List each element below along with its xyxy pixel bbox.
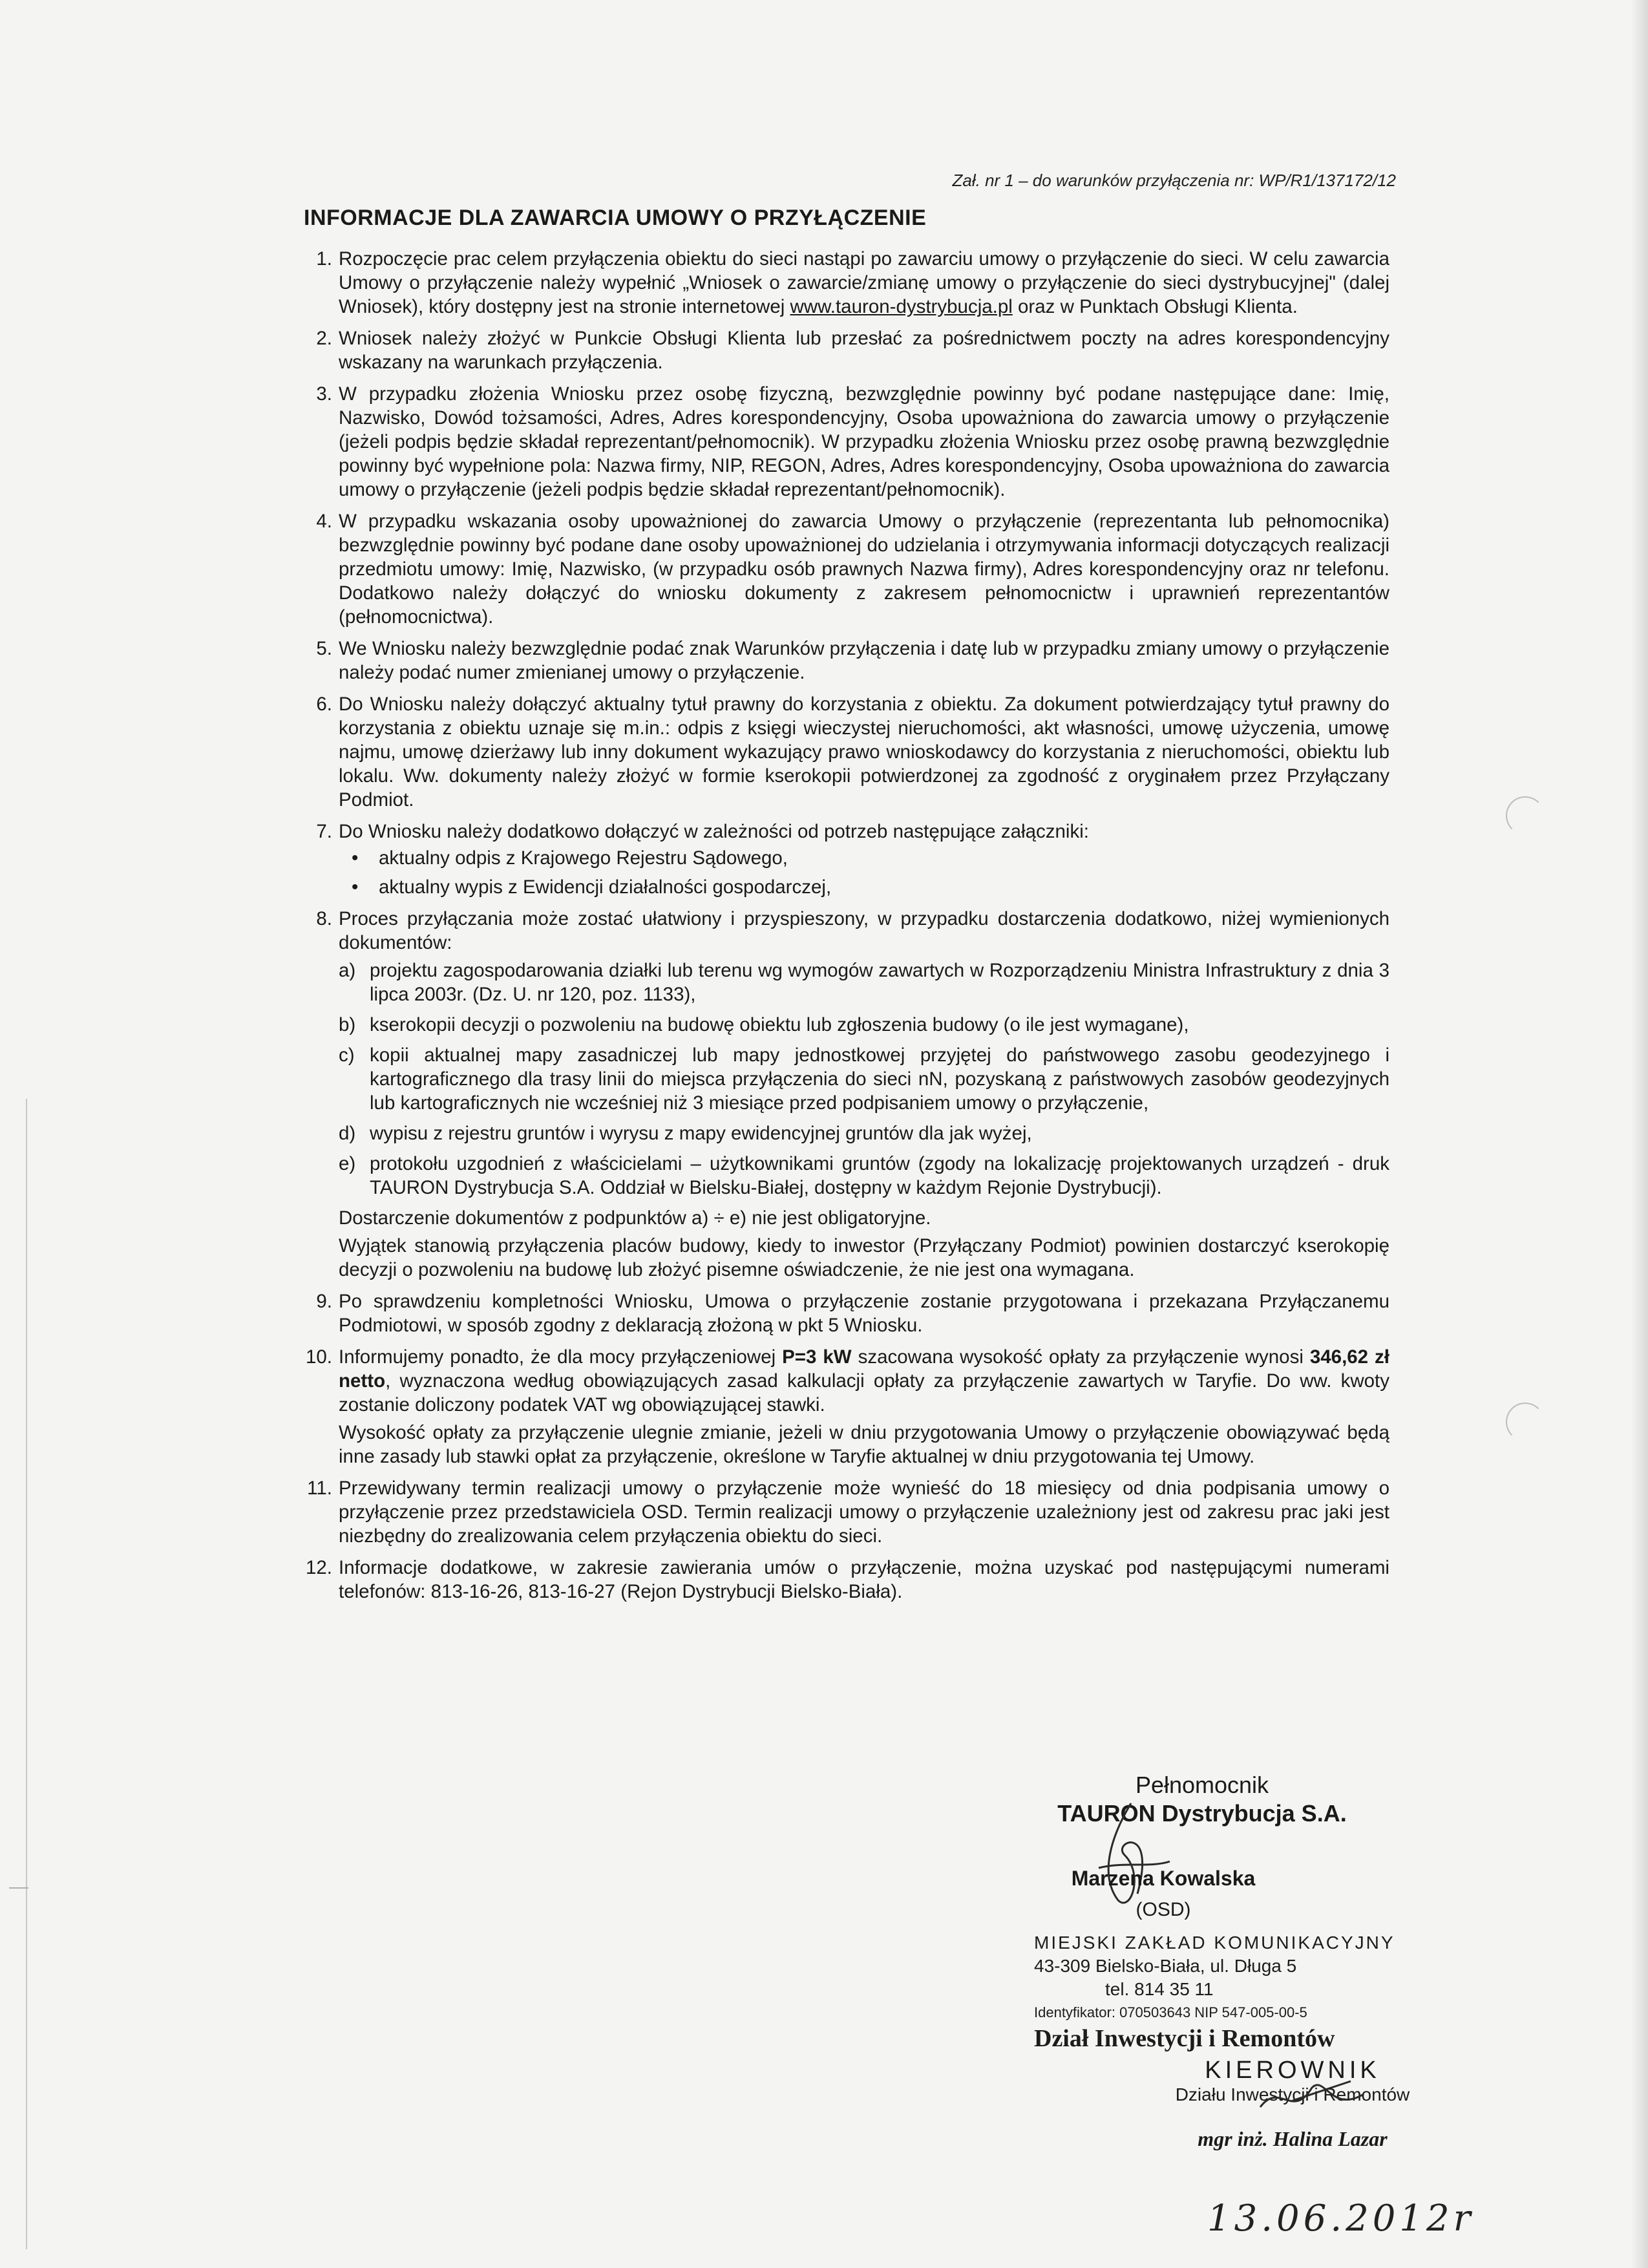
item-number: 10.	[305, 1346, 332, 1368]
item-text: Po sprawdzeniu kompletności Wniosku, Umowa o przyłączenie zostanie przygotowana i przekazana Przyłączanemu Podmiotowi, w sposób zgodny z deklaracją złożoną w pkt 5 Wniosku.	[339, 1291, 1389, 1336]
list-item	[304, 1289, 1389, 1337]
item-note: Wyjątek stanowią przyłączenia placów budowy, kiedy to inwestor (Przyłączany Podmiot) powinien dostarczyć kserokopię decyzji o pozwoleniu na budowę lub złożyć pisemne oświadczenie, że nie jest ona wymagana.	[339, 1235, 1389, 1280]
list-item	[304, 509, 1389, 629]
item-text: Rozpoczęcie prac celem przyłączenia obiektu do sieci nastąpi po zawarciu umowy o przyłączenie do sieci. W celu zawarcia Umowy o przyłączenie należy wypełnić „Wniosek o zawarcie/zmianę umowy o przyłączenie do sieci dystrybucyjnej" (dalej Wniosek), który dostępny jest na stronie internetowej	[339, 248, 1389, 317]
item-text: Informacje dodatkowe, w zakresie zawierania umów o przyłączenie, można uzyskać pod następującymi numerami telefonów: 813-16-26, 813-16-27 (Rejon Dystrybucji Bielsko-Biała).	[339, 1557, 1389, 1602]
sublist-letter: b)	[339, 1014, 356, 1035]
item-text: Informujemy ponadto, że dla mocy przyłączeniowej	[339, 1346, 783, 1368]
punch-hole-icon	[1506, 796, 1545, 835]
fee-amount: 346,62 zł netto	[339, 1346, 1389, 1392]
signatory-role: Pełnomocnik	[1135, 1772, 1269, 1798]
signature-block	[995, 1771, 1409, 1828]
attachment-reference: Zał. nr 1 – do warunków przyłączenia nr: WP/R1/137172/12	[952, 171, 1396, 190]
sublist-item	[339, 959, 1389, 1006]
list-item	[304, 907, 1389, 1282]
sublist-item	[339, 1013, 1389, 1037]
item-text: Proces przyłączania może zostać ułatwiony i przyspieszony, w przypadku dostarczenia dodatkowo, niżej wymienionych dokumentów:	[339, 908, 1389, 953]
document-sublist	[339, 959, 1389, 1200]
sublist-text: wypisu z rejestru gruntów i wyrysu z mapy ewidencyjnej gruntów dla jak wyżej,	[370, 1123, 1032, 1144]
item-number: 1.	[316, 248, 332, 270]
item-text: Przewidywany termin realizacji umowy o przyłączenie może wynieść do 18 miesięcy od dnia podpisania umowy o przyłączenie przez przedstawiciela OSD. Termin realizacji umowy o przyłączenie uzależniony jest od zakresu prac jaki jest niezbędny do zrealizowania celem przyłączenia obiektu do sieci.	[339, 1478, 1389, 1547]
info-list	[304, 247, 1389, 1611]
item-number: 4.	[316, 511, 332, 532]
item-number: 7.	[316, 821, 332, 842]
item-number: 12.	[305, 1557, 332, 1578]
scan-mark	[9, 1887, 28, 1889]
bullet-item: • aktualny wypis z Ewidencji działalności gospodarczej,	[339, 875, 1389, 899]
stamp-line: Dział Inwestycji i Remontów	[1034, 2025, 1335, 2052]
sublist-text: kserokopii decyzji o pozwoleniu na budowę obiektu lub zgłoszenia budowy (o ile jest wymagane),	[370, 1014, 1189, 1035]
signature-icon	[1254, 2068, 1370, 2126]
scan-line	[26, 1099, 27, 2249]
item-text: Do Wniosku należy dołączyć aktualny tytuł prawny do korzystania z obiektu. Za dokument potwierdzający tytuł prawny do korzystania z obiektu uznaje się m.in.: odpis z księgi wieczystej nieruchomości, akt własności, umowę użyczenia, umowę najmu, umowę dzierżawy lub inny dokument wykazujący prawo wnioskodawcy do korzystania z nieruchomości, obiektu lub lokalu. Ww. dokumenty należy złożyć w formie kserokopii potwierdzonej za zgodność z oryginałem przez Przyłączany Podmiot.	[339, 694, 1389, 811]
item-text: Wniosek należy złożyć w Punkcie Obsługi Klienta lub przesłać za pośrednictwem poczty na adres korespondencyjny wskazany na warunkach przyłączenia.	[339, 328, 1389, 373]
signatory-osd: (OSD)	[1136, 1899, 1191, 1920]
bullet-item: • aktualny odpis z Krajowego Rejestru Sądowego,	[339, 846, 1389, 870]
sublist-item	[339, 1121, 1389, 1145]
item-number: 11.	[307, 1478, 332, 1499]
item-text: W przypadku złożenia Wniosku przez osobę fizyczną, bezwzględnie powinny być podane następujące dane: Imię, Nazwisko, Dowód tożsamości, Adres, Adres korespondencyjny, Osoba upoważniona do zawarcia umowy o przyłączenie (jeżeli podpis będzie składał reprezentant/pełnomocnik). W przypadku złożenia Wniosku przez osobę prawną bezwzględnie powinny być wypełnione pola: Nazwa firmy, NIP, REGON, Adres, Adres korespondencyjny, Osoba upoważniona do zawarcia umowy o przyłączenie (jeżeli podpis będzie składał reprezentant/pełnomocnik).	[339, 383, 1389, 500]
item-text: szacowana wysokość opłaty za przyłączenie wynosi	[851, 1346, 1310, 1368]
list-item	[304, 1345, 1389, 1468]
item-text: We Wniosku należy bezwzględnie podać znak Warunków przyłączenia i datę lub w przypadku zmiany umowy o przyłączenie należy podać numer zmienianej umowy o przyłączenie.	[339, 638, 1389, 683]
item-number: 6.	[316, 694, 332, 715]
item-text: oraz w Punktach Obsługi Klienta.	[1012, 296, 1298, 317]
list-item	[304, 247, 1389, 319]
handwritten-date: 13.06.2012r	[1207, 2198, 1475, 2240]
stamp-line: tel. 814 35 11	[1105, 1979, 1214, 1999]
item-text: , wyznaczona według obowiązujących zasad kalkulacji opłaty za przyłączenie zawartych w Taryfie. Do ww. kwoty zostanie doliczony podatek VAT wg obowiązującej stawki.	[339, 1370, 1389, 1415]
company-stamp	[1034, 1931, 1422, 2050]
item-number: 2.	[316, 328, 332, 349]
stamp-line: 43-309 Bielsko-Biała, ul. Długa 5	[1034, 1956, 1297, 1976]
punch-hole-icon	[1506, 1403, 1545, 1441]
manager-title: KIEROWNIK	[1205, 2057, 1380, 2084]
sublist-text: kopii aktualnej mapy zasadniczej lub mapy jednostkowej przyjętej do państwowego zasobu geodezyjnego i kartograficznego dla trasy linii do miejsca przyłączenia do sieci nN, pozyskaną z państwowych zasobów geodezyjnych lub kartograficznych nie wcześniej niż 3 miesiące przed podpisaniem umowy o przyłączenie,	[370, 1044, 1389, 1114]
item-note: Wysokość opłaty za przyłączenie ulegnie zmianie, jeżeli w dniu przygotowania Umowy o przyłączenie obowiązywać będą inne zasady lub stawki opłat za przyłączenie, określone w Taryfie aktualnej w dniu przygotowania tej Umowy.	[339, 1422, 1389, 1467]
list-item	[304, 326, 1389, 374]
list-item	[304, 820, 1389, 899]
manager-dept: Działu Inwestycji i Remontów	[1175, 2084, 1410, 2104]
item-number: 5.	[316, 638, 332, 659]
power-value: P=3 kW	[782, 1346, 852, 1368]
list-item	[304, 637, 1389, 684]
sublist-text: protokołu uzgodnień z właścicielami – użytkownikami gruntów (zgody na lokalizację projektowanych urządzeń - druk TAURON Dystrybucja S.A. Oddział w Bielsku-Białej, dostępny w każdym Rejonie Dystrybucji).	[370, 1153, 1389, 1198]
list-item	[304, 1556, 1389, 1604]
website-link[interactable]: www.tauron-dystrybucja.pl	[790, 296, 1013, 317]
sublist-text: projektu zagospodarowania działki lub terenu wg wymogów zawartych w Rozporządzeniu Ministra Infrastruktury z dnia 3 lipca 2003r. (Dz. U. nr 120, poz. 1133),	[370, 960, 1389, 1005]
sublist-letter: e)	[339, 1153, 356, 1174]
sublist-item	[339, 1152, 1389, 1200]
sublist-letter: a)	[339, 960, 356, 981]
sublist-letter: d)	[339, 1123, 356, 1144]
item-note: Dostarczenie dokumentów z podpunktów a) ÷ e) nie jest obligatoryjne.	[339, 1207, 931, 1229]
list-item	[304, 692, 1389, 812]
scan-edge	[1631, 0, 1648, 2268]
item-text: W przypadku wskazania osoby upoważnionej do zawarcia Umowy o przyłączenie (reprezentanta lub pełnomocnika) bezwzględnie powinny być podane dane osoby upoważnionej do udzielania i otrzymywania informacji dotyczących realizacji przedmiotu umowy: Imię, Nazwisko, (w przypadku osób prawnych Nazwa firmy), Adres korespondencyjny oraz nr telefonu. Dodatkowo należy dołączyć do wniosku dokumenty z zakresem pełnomocnictw i uprawnień reprezentantów (pełnomocnictwa).	[339, 511, 1389, 628]
signature-icon	[1086, 1797, 1176, 1913]
stamp-line: MIEJSKI ZAKŁAD KOMUNIKACYJNY	[1034, 1933, 1395, 1953]
sublist-item	[339, 1043, 1389, 1115]
item-number: 8.	[316, 908, 332, 929]
stamp-line: Identyfikator: 070503643 NIP 547-005-00-5	[1034, 2004, 1307, 2020]
manager-name: mgr inż. Halina Lazar	[1198, 2127, 1388, 2150]
sublist-letter: c)	[339, 1044, 355, 1066]
list-item	[304, 382, 1389, 502]
company-name: TAURON Dystrybucja S.A.	[1057, 1800, 1347, 1827]
list-item	[304, 1476, 1389, 1548]
item-number: 3.	[316, 383, 332, 405]
item-text: Do Wniosku należy dodatkowo dołączyć w zależności od potrzeb następujące załączniki:	[339, 821, 1089, 842]
page-title: INFORMACJE DLA ZAWARCIA UMOWY O PRZYŁĄCZENIE	[304, 206, 927, 230]
signatory-name: Marzena Kowalska	[1071, 1867, 1256, 1890]
item-number: 9.	[316, 1291, 332, 1312]
attachment-bullets	[339, 846, 1389, 899]
